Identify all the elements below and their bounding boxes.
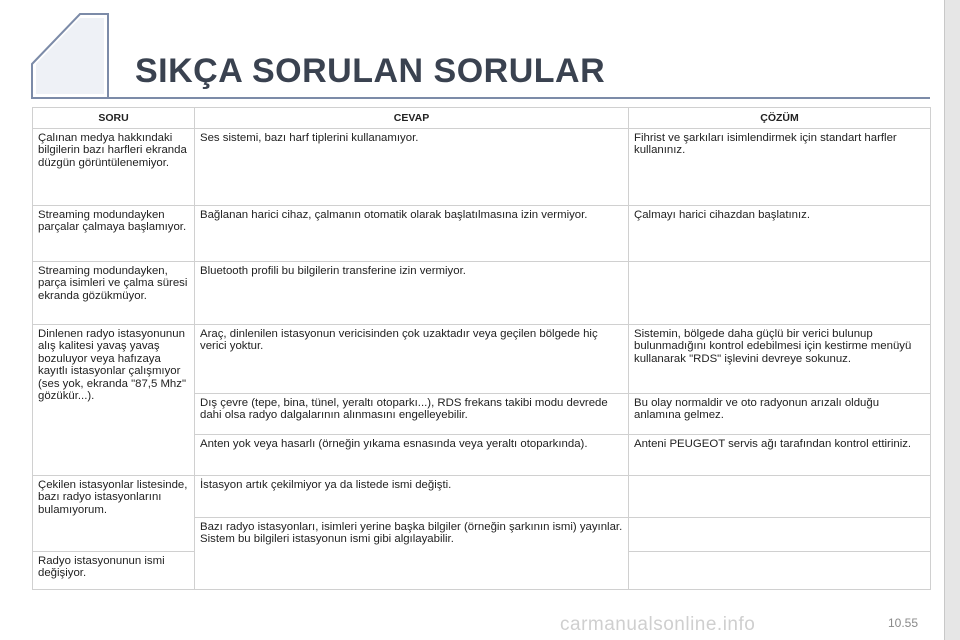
question-cell: Streaming modundayken, parça isimleri ve çalma süresi ekranda gözükmüyor. bbox=[33, 262, 195, 325]
solution-cell: Çalmayı harici cihazdan başlatınız. bbox=[629, 206, 931, 262]
solution-cell: Fihrist ve şarkıları isimlendirmek için standart harfler kullanınız. bbox=[629, 129, 931, 206]
solution-cell bbox=[629, 518, 931, 552]
solution-cell: Bu olay normaldir ve oto radyonun arızalı olduğu anlamına gelmez. bbox=[629, 394, 931, 435]
question-cell: Radyo istasyonunun ismi değişiyor. bbox=[33, 552, 195, 590]
answer-cell bbox=[195, 518, 629, 590]
solution-cell bbox=[629, 476, 931, 518]
column-header-solution: ÇÖZÜM bbox=[629, 108, 931, 129]
table-header-row bbox=[33, 108, 931, 129]
answer-cell: Araç, dinlenilen istasyonun vericisinden çok uzaktadır veya geçilen bölgede hiç verici yoktur. bbox=[195, 325, 629, 394]
answer-cell: İstasyon artık çekilmiyor ya da listede ismi değişti. bbox=[195, 476, 629, 518]
solution-cell bbox=[629, 262, 931, 325]
answer-cell: Anten yok veya hasarlı (örneğin yıkama esnasında veya yeraltı otoparkında). bbox=[195, 435, 629, 476]
answer-cell: Bağlanan harici cihaz, çalmanın otomatik olarak başlatılmasına izin vermiyor. bbox=[195, 206, 629, 262]
column-header-question: SORU bbox=[33, 108, 195, 129]
answer-cell: Bluetooth profili bu bilgilerin transferine izin vermiyor. bbox=[195, 262, 629, 325]
solution-cell: Sistemin, bölgede daha güçlü bir verici bulunup bulunmadığını kontrol edebilmesi için kestirme menüyü kullanarak "RDS" işlevini devreye sokunuz. bbox=[629, 325, 931, 394]
question-cell: Streaming modundayken parçalar çalmaya başlamıyor. bbox=[33, 206, 195, 262]
side-strip bbox=[944, 0, 960, 640]
solution-cell: Anteni PEUGEOT servis ağı tarafından kontrol ettiriniz. bbox=[629, 435, 931, 476]
page-title: SIKÇA SORULAN SORULAR bbox=[135, 52, 606, 90]
header-rule bbox=[108, 97, 930, 99]
question-cell: Çekilen istasyonlar listesinde, bazı radyo istasyonlarını bulamıyorum. bbox=[33, 476, 195, 552]
watermark: carmanualsonline.info bbox=[560, 614, 756, 635]
table-row bbox=[33, 262, 931, 325]
answer-text: Bazı radyo istasyonları, isimleri yerine başka bilgiler (örneğin şarkının ismi) yayınlar. bbox=[200, 521, 623, 533]
question-cell: Çalınan medya hakkındaki bilgilerin bazı harfleri ekranda düzgün görüntülenemiyor. bbox=[33, 129, 195, 206]
answer-text: Sistem bu bilgileri istasyonun ismi gibi algılayabilir. bbox=[200, 533, 454, 546]
answer-cell: Ses sistemi, bazı harf tiplerini kullanamıyor. bbox=[195, 129, 629, 206]
table-row bbox=[33, 206, 931, 262]
table-row bbox=[33, 325, 931, 394]
table-row bbox=[33, 129, 931, 206]
question-cell: Dinlenen radyo istasyonunun alış kalitesi yavaş yavaş bozuluyor veya hafızaya kayıtlı istasyonlar çalışmıyor (ses yok, ekranda "87,5 Mhz" gözükür...). bbox=[33, 325, 195, 476]
solution-cell bbox=[629, 552, 931, 590]
faq-table bbox=[32, 107, 931, 590]
answer-cell: Dış çevre (tepe, bina, tünel, yeraltı otoparkı...), RDS frekans takibi modu devrede dahi olsa radyo dalgalarının alınmasını engelleyebilir. bbox=[195, 394, 629, 435]
table-row bbox=[33, 476, 931, 518]
side-strip-divider bbox=[944, 0, 945, 640]
page-number: 10.55 bbox=[888, 616, 919, 630]
column-header-answer: CEVAP bbox=[195, 108, 629, 129]
